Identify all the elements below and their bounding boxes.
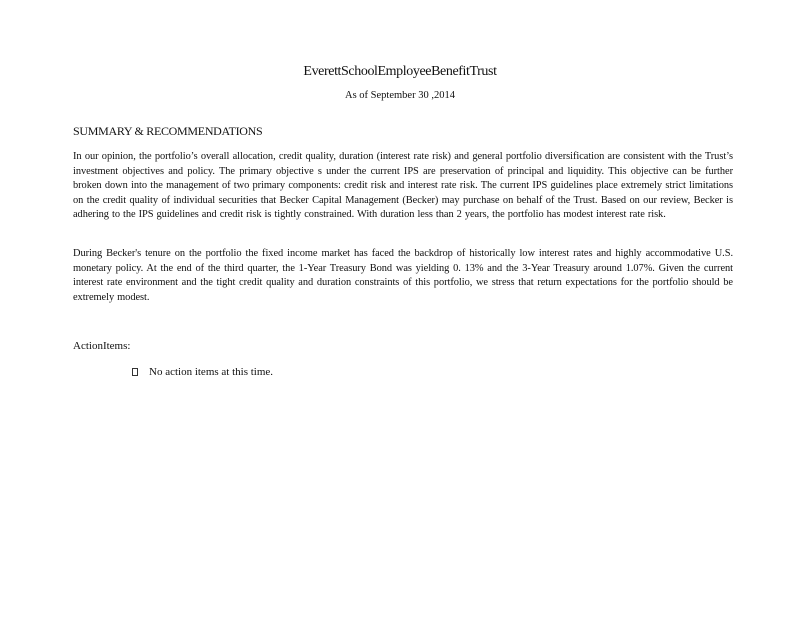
action-item	[132, 366, 273, 378]
summary-paragraph-2: During Becker's tenure on the portfolio the fixed income market has faced the backdrop of historically low interest rates and highly accommodative U.S. monetary policy. At the end of the third quarter, the 1-Year Treasury Bond was yielding 0. 13% and the 3-Year Treasury around 1.07%. Given the current interest rate environment and the tight credit quality and duration constraints of this portfolio, we stress that return expectations for the portfolio should be extremely modest.	[73, 248, 733, 303]
document-date: As of September 30 ,2014	[345, 90, 455, 101]
action-items-heading: ActionItems:	[73, 340, 131, 352]
action-item-text: No action items at this time.	[149, 366, 274, 378]
summary-paragraph-1: In our opinion, the portfolio’s overall allocation, credit quality, duration (interest rate risk) and general portfolio diversification are consistent with the Trust’s investment objectives and policy. The primary objective s under the current IPS are preservation of principal and liquidity. This objective can be further broken down into the management of two primary components: credit risk and interest rate risk. The current IPS guidelines place extremely strict limitations on the credit quality of individual securities that Becker Capital Management (Becker) may purchase on behalf of the Trust. Based on our review, Becker is adhering to the IPS guidelines and credit risk is tightly constrained. With duration less than 2 years, the portfolio has modest interest rate risk.	[73, 151, 733, 220]
document-title: EverettSchoolEmployeeBenefitTrust	[303, 64, 497, 79]
bullet-icon	[132, 368, 138, 376]
section-heading: SUMMARY & RECOMMENDATIONS	[73, 124, 263, 138]
